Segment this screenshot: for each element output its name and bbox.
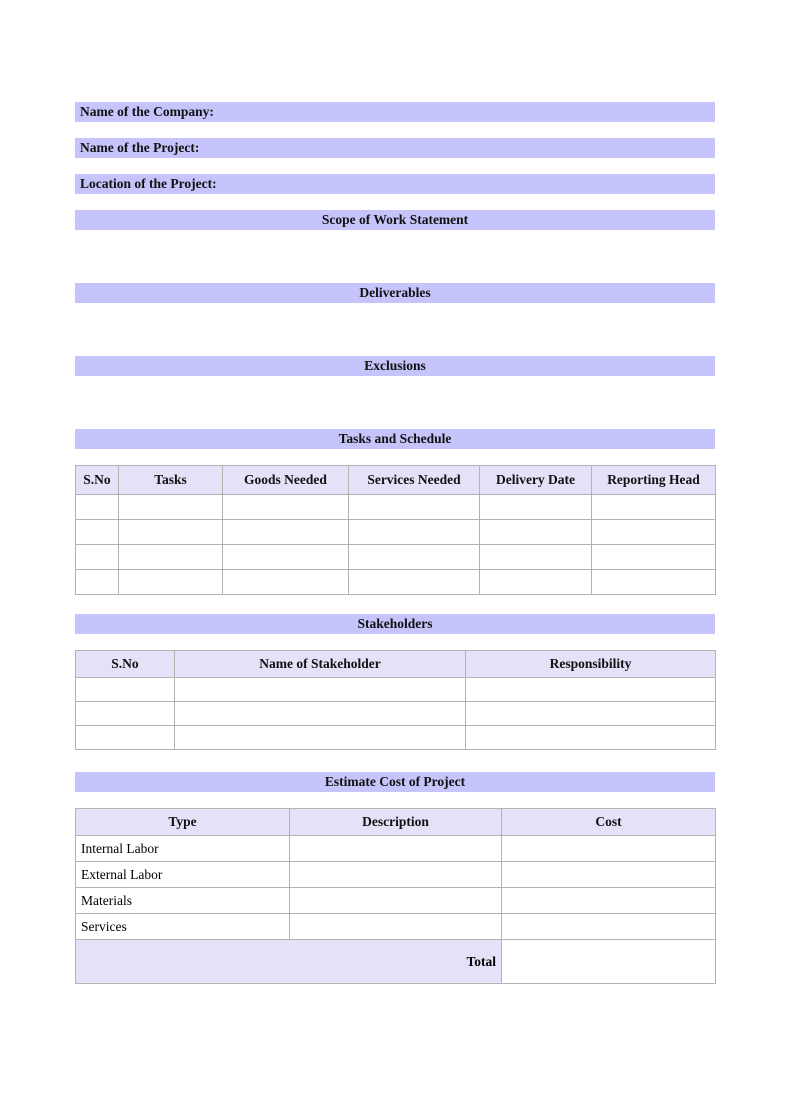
column-header-description: Description: [290, 809, 502, 836]
spacer: [75, 194, 715, 210]
cell-description[interactable]: [290, 836, 502, 862]
column-header-delivery-date: Delivery Date: [480, 466, 592, 495]
column-header-cost: Cost: [502, 809, 716, 836]
table-row: [76, 495, 716, 520]
cell-description[interactable]: [290, 914, 502, 940]
stakeholders-table: [75, 650, 716, 750]
section-header-exclusions: Exclusions: [75, 356, 715, 376]
column-header-type: Type: [76, 809, 290, 836]
cell-tasks[interactable]: [119, 570, 223, 595]
cell-description[interactable]: [290, 862, 502, 888]
section-header-tasks-and-schedule: Tasks and Schedule: [75, 429, 715, 449]
document-body: [75, 0, 715, 984]
cell-reporting-head[interactable]: [592, 570, 716, 595]
section-header-scope-of-work: Scope of Work Statement: [75, 210, 715, 230]
tasks-and-schedule-table: [75, 465, 716, 595]
cell-total-cost[interactable]: [502, 940, 716, 984]
exclusions-blank-area[interactable]: [75, 376, 715, 429]
cell-sno[interactable]: [76, 495, 119, 520]
cell-sno[interactable]: [76, 678, 175, 702]
column-header-reporting-head: Reporting Head: [592, 466, 716, 495]
spacer: [75, 122, 715, 138]
cell-cost[interactable]: [502, 862, 716, 888]
table-row: [76, 678, 716, 702]
table-row: [76, 702, 716, 726]
table-row: [76, 570, 716, 595]
table-row: [76, 836, 716, 862]
column-header-services-needed: Services Needed: [349, 466, 480, 495]
column-header-sno: S.No: [76, 651, 175, 678]
cell-sno[interactable]: [76, 702, 175, 726]
spacer: [75, 792, 715, 808]
estimate-cost-table: [75, 808, 716, 984]
column-header-tasks: Tasks: [119, 466, 223, 495]
cell-name-of-stakeholder[interactable]: [175, 678, 466, 702]
cell-goods-needed[interactable]: [223, 495, 349, 520]
table-header-row: [76, 466, 716, 495]
cell-goods-needed[interactable]: [223, 520, 349, 545]
spacer: [75, 634, 715, 650]
cell-type-internal-labor: Internal Labor: [76, 836, 290, 862]
spacer: [75, 449, 715, 465]
cell-tasks[interactable]: [119, 495, 223, 520]
cell-sno[interactable]: [76, 726, 175, 750]
cell-reporting-head[interactable]: [592, 495, 716, 520]
deliverables-blank-area[interactable]: [75, 303, 715, 356]
cell-name-of-stakeholder[interactable]: [175, 726, 466, 750]
cell-description[interactable]: [290, 888, 502, 914]
cell-tasks[interactable]: [119, 520, 223, 545]
cell-type-external-labor: External Labor: [76, 862, 290, 888]
cell-services-needed[interactable]: [349, 545, 480, 570]
cell-services-needed[interactable]: [349, 520, 480, 545]
cell-responsibility[interactable]: [466, 726, 716, 750]
field-company-name[interactable]: Name of the Company:: [75, 102, 715, 122]
cell-delivery-date[interactable]: [480, 570, 592, 595]
cell-responsibility[interactable]: [466, 678, 716, 702]
cell-cost[interactable]: [502, 914, 716, 940]
cell-reporting-head[interactable]: [592, 520, 716, 545]
scope-of-work-blank-area[interactable]: [75, 230, 715, 283]
column-header-goods-needed: Goods Needed: [223, 466, 349, 495]
table-row: [76, 914, 716, 940]
cell-delivery-date[interactable]: [480, 520, 592, 545]
column-header-sno: S.No: [76, 466, 119, 495]
cell-services-needed[interactable]: [349, 495, 480, 520]
table-total-row: [76, 940, 716, 984]
table-header-row: [76, 651, 716, 678]
cell-cost[interactable]: [502, 836, 716, 862]
cell-tasks[interactable]: [119, 545, 223, 570]
cell-sno[interactable]: [76, 545, 119, 570]
cell-delivery-date[interactable]: [480, 495, 592, 520]
section-header-deliverables: Deliverables: [75, 283, 715, 303]
section-header-stakeholders: Stakeholders: [75, 614, 715, 634]
cell-goods-needed[interactable]: [223, 545, 349, 570]
total-label: Total: [76, 940, 502, 984]
table-row: [76, 888, 716, 914]
spacer: [75, 158, 715, 174]
field-project-location[interactable]: Location of the Project:: [75, 174, 715, 194]
cell-name-of-stakeholder[interactable]: [175, 702, 466, 726]
cell-responsibility[interactable]: [466, 702, 716, 726]
top-margin: [75, 0, 715, 102]
column-header-name-of-stakeholder: Name of Stakeholder: [175, 651, 466, 678]
spacer: [75, 595, 715, 614]
table-row: [76, 862, 716, 888]
table-row: [76, 545, 716, 570]
cell-delivery-date[interactable]: [480, 545, 592, 570]
table-row: [76, 520, 716, 545]
cell-sno[interactable]: [76, 570, 119, 595]
column-header-responsibility: Responsibility: [466, 651, 716, 678]
cell-type-services: Services: [76, 914, 290, 940]
cell-services-needed[interactable]: [349, 570, 480, 595]
section-header-estimate-cost: Estimate Cost of Project: [75, 772, 715, 792]
cell-sno[interactable]: [76, 520, 119, 545]
cell-goods-needed[interactable]: [223, 570, 349, 595]
spacer: [75, 750, 715, 772]
cell-cost[interactable]: [502, 888, 716, 914]
table-row: [76, 726, 716, 750]
field-project-name[interactable]: Name of the Project:: [75, 138, 715, 158]
cell-type-materials: Materials: [76, 888, 290, 914]
table-header-row: [76, 809, 716, 836]
cell-reporting-head[interactable]: [592, 545, 716, 570]
